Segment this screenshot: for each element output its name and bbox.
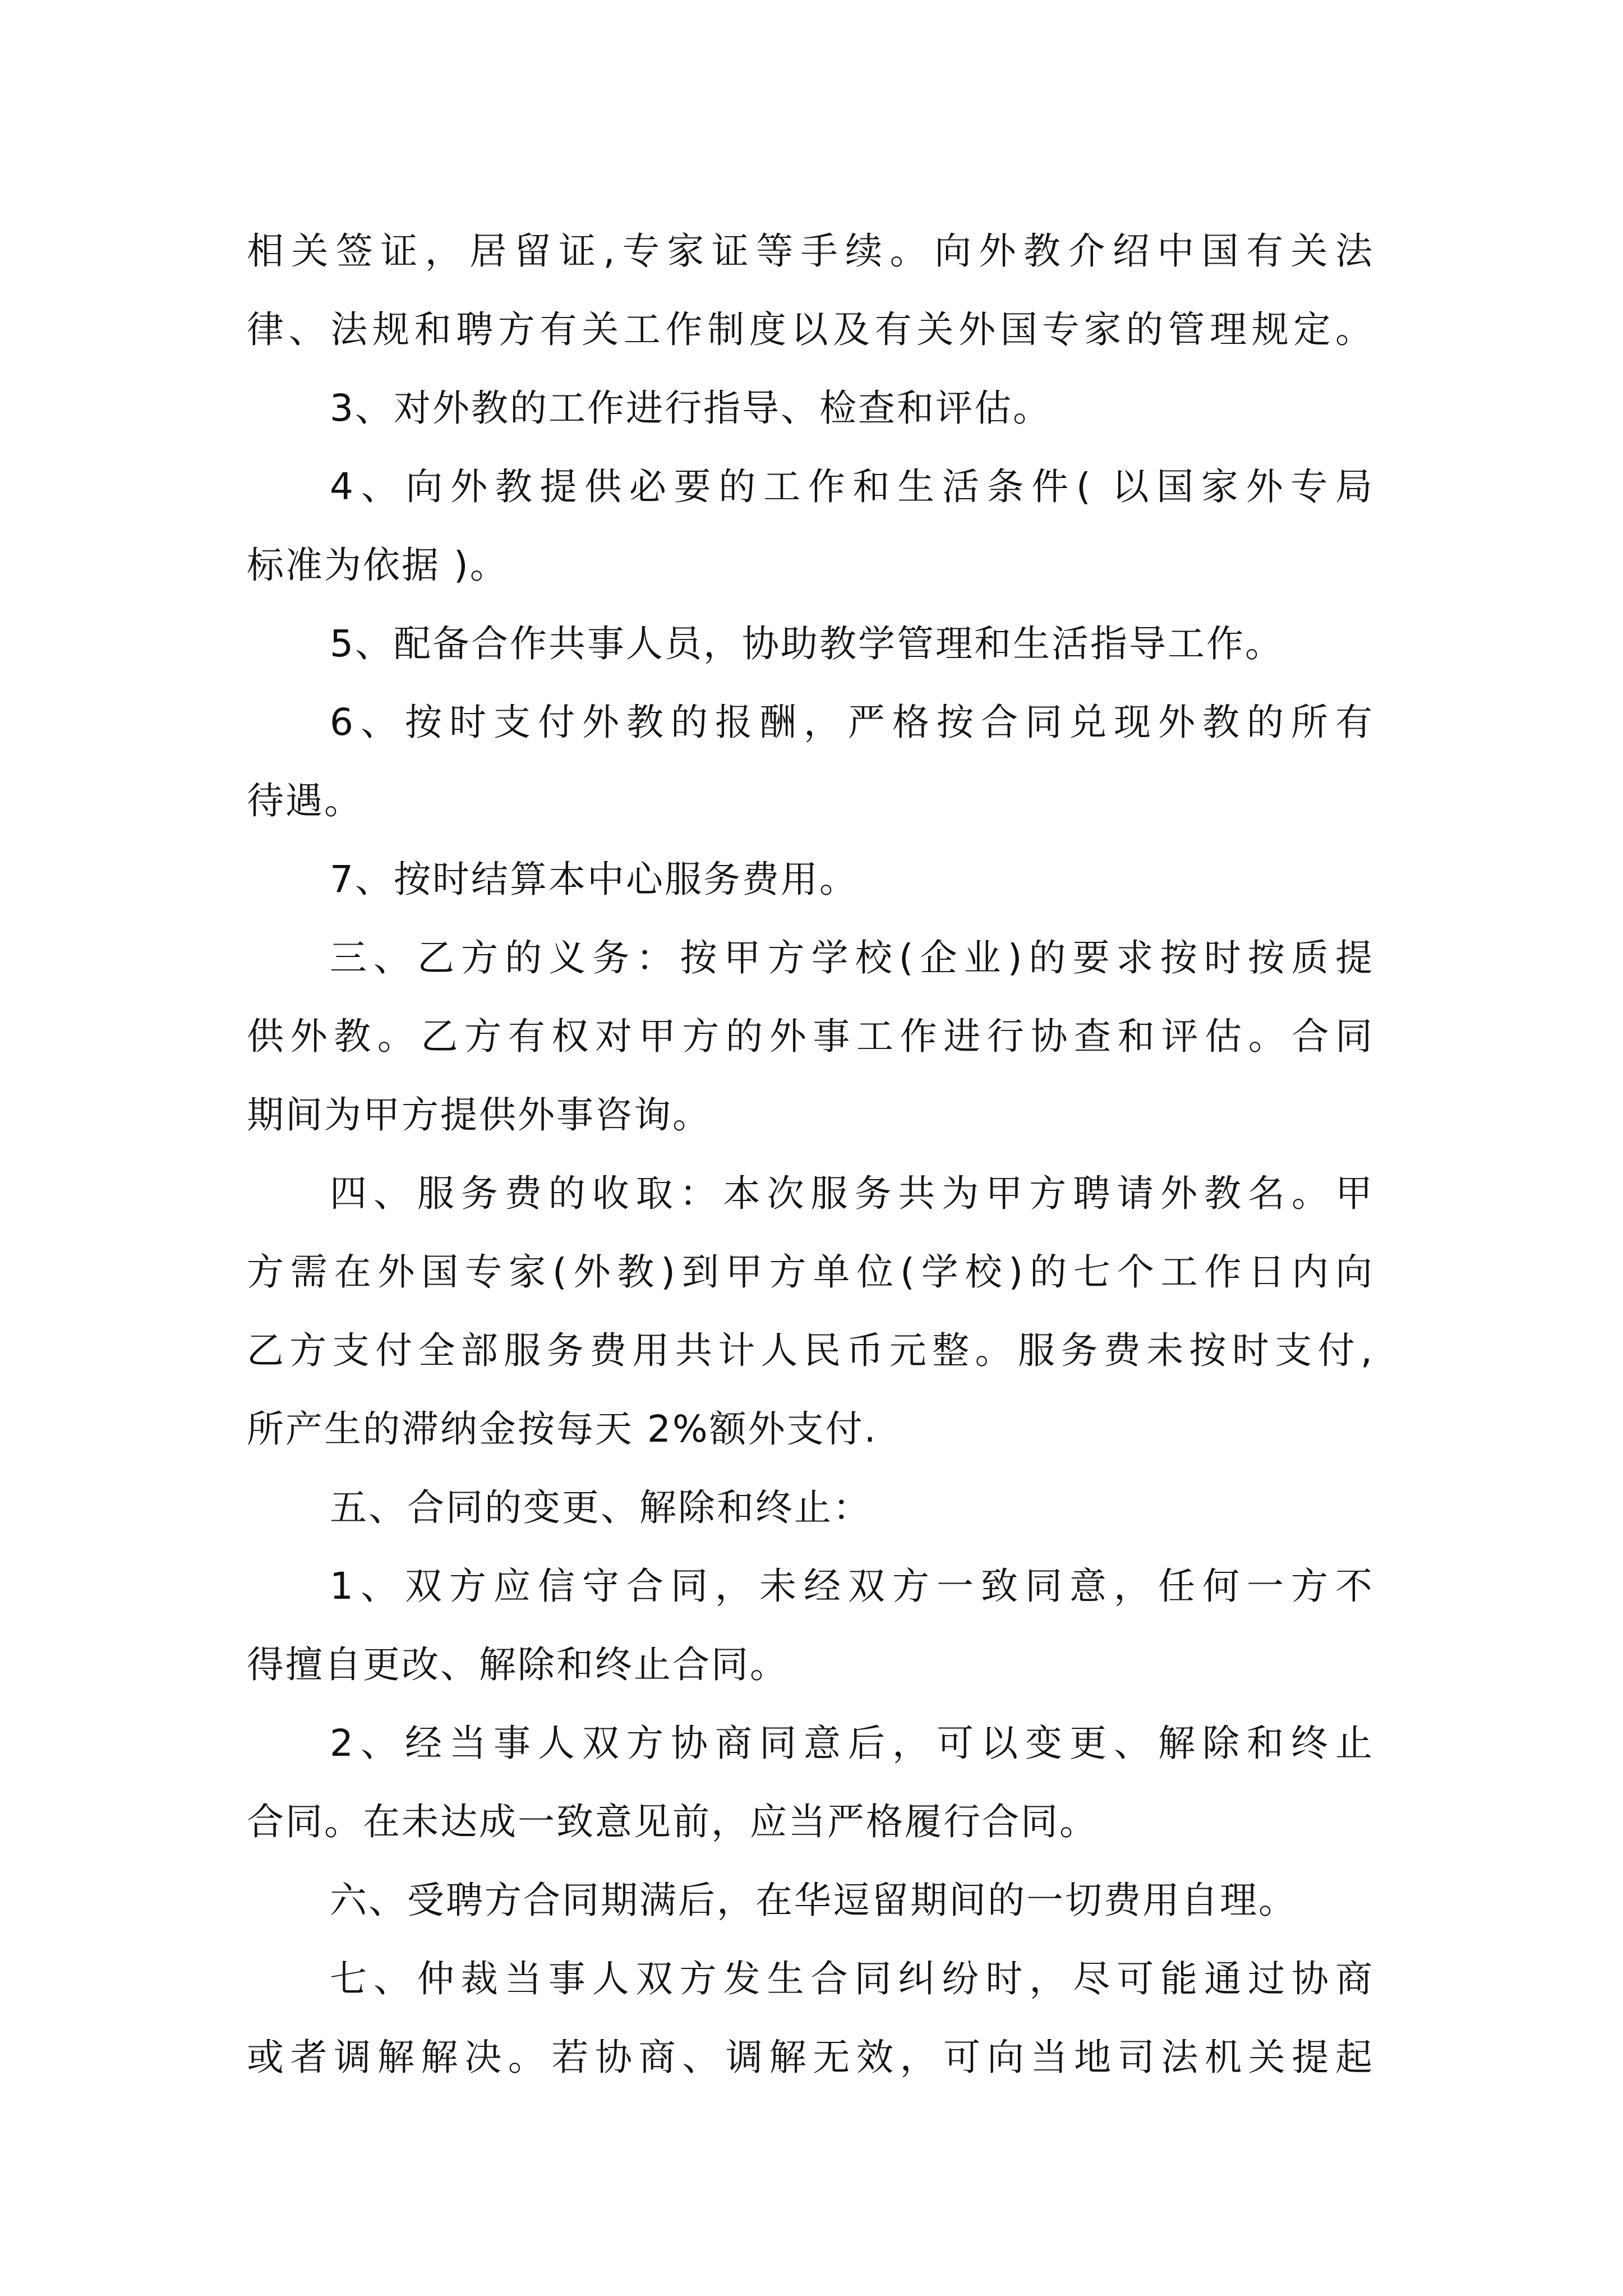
clause-5: 5、配备合作共事人员，协助教学管理和生活指导工作。: [330, 622, 1284, 665]
text-line: 得擅自更改、解除和终止合同。: [247, 1643, 789, 1686]
text-line: 乙方支付全部服务费用共计人民币元整。服务费未按时支付,: [247, 1329, 1374, 1372]
clause-3: 3、对外教的工作进行指导、检查和评估。: [330, 386, 1052, 430]
text-line: 待遇。: [247, 779, 363, 822]
section-5-clause-2: 2、经当事人双方协商同意后，可以变更、解除和终止: [330, 1722, 1374, 1765]
contract-body-text: [247, 212, 1374, 2097]
text-line: 期间为甲方提供外事咨询。: [247, 1093, 711, 1137]
clause-7: 7、按时结算本中心服务费用。: [330, 858, 858, 901]
section-4-service-fee: 四、服务费的收取：本次服务共为甲方聘请外教名。甲: [330, 1172, 1374, 1215]
section-6-expenses: 六、受聘方合同期满后，在华逗留期间的一切费用自理。: [330, 1879, 1297, 1922]
section-5-contract-changes: 五、合同的变更、解除和终止：: [330, 1486, 872, 1529]
section-7-arbitration: 七、仲裁当事人双方发生合同纠纷时，尽可能通过协商: [330, 1957, 1374, 2000]
text-line: 方需在外国专家(外教)到甲方单位(学校)的七个工作日内向: [247, 1250, 1374, 1294]
text-line: 或者调解解决。若协商、调解无效，可向当地司法机关提起: [247, 2036, 1374, 2079]
section-3-party-b-obligations: 三、乙方的义务：按甲方学校(企业)的要求按时按质提: [330, 936, 1374, 979]
text-line: 标准为依据 )。: [247, 544, 509, 587]
text-line: 合同。在未达成一致意见前，应当严格履行合同。: [247, 1800, 1098, 1843]
text-line: 所产生的滞纳金按每天 2%额外支付.: [247, 1407, 878, 1451]
clause-6: 6、按时支付外教的报酬，严格按合同兑现外教的所有: [330, 701, 1374, 744]
section-5-clause-1: 1、双方应信守合同，未经双方一致同意，任何一方不: [330, 1565, 1374, 1608]
clause-4: 4、向外教提供必要的工作和生活条件( 以国家外专局: [330, 465, 1374, 508]
text-line: 律、法规和聘方有关工作制度以及有关外国专家的管理规定。: [247, 308, 1374, 351]
text-line: 供外教。乙方有权对甲方的外事工作进行协查和评估。合同: [247, 1015, 1374, 1058]
text-line: 相关签证，居留证,专家证等手续。向外教介绍中国有关法: [247, 229, 1374, 273]
